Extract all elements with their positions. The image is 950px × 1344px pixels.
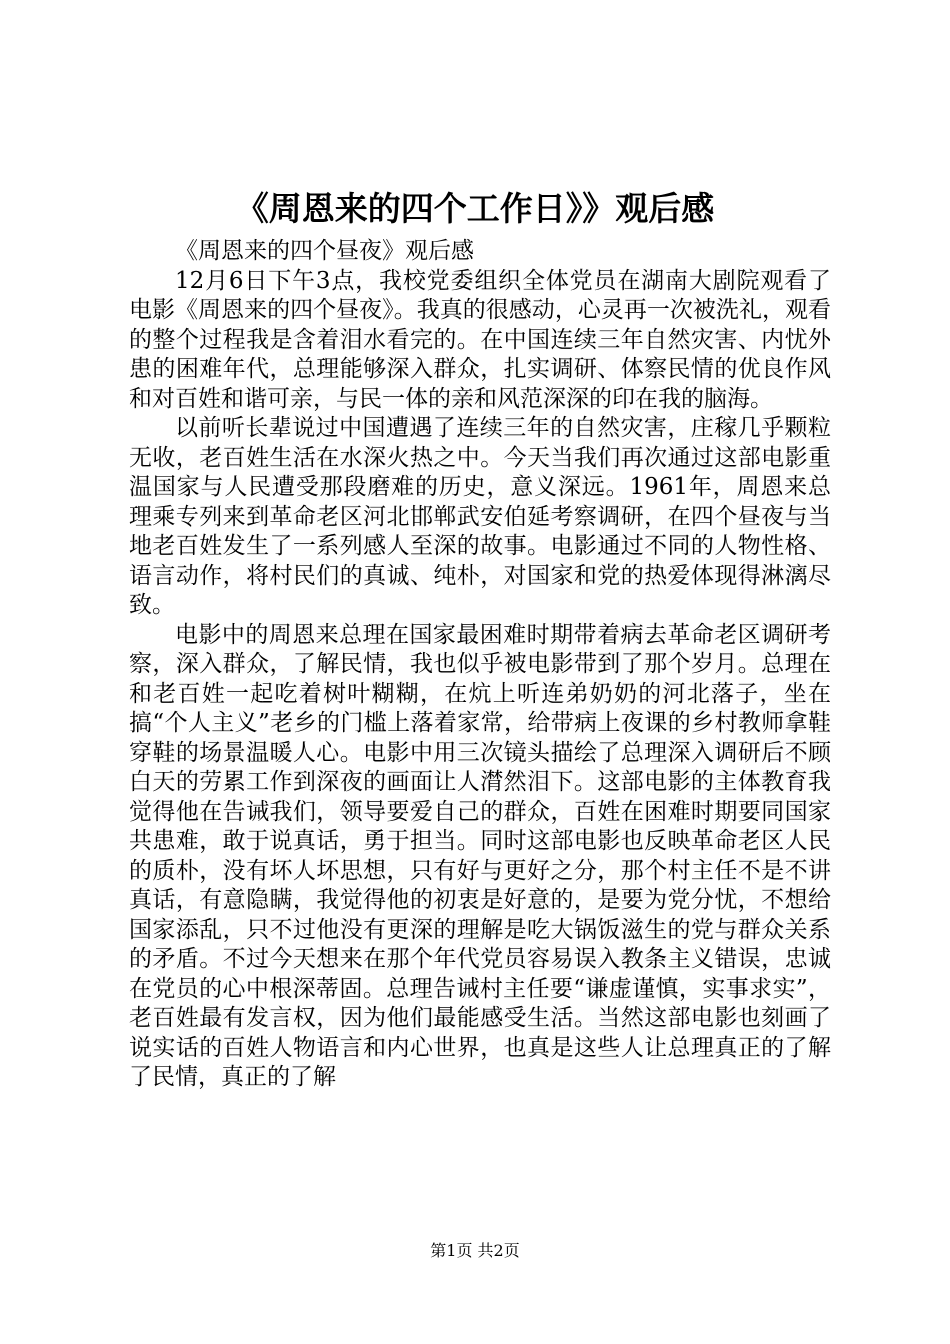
body-paragraph: 12月6日下午3点，我校党委组织全体党员在湖南大剧院观看了电影《周恩来的四个昼夜》。我真的很感动，心灵再一次被洗礼，观看的整个过程我是含着泪水看完的。在中国连续三年自然灾害、内忧外患的困难年代，总理能够深入群众，扎实调研、体察民情的优良作风和对百姓和谐可亲，与民一体的亲和风范深深的印在我的脑海。 (129, 267, 831, 412)
body-paragraph: 电影中的周恩来总理在国家最困难时期带着病去革命老区调研考察，深入群众，了解民情，我也似乎被电影带到了那个岁月。总理在和老百姓一起吃着树叶糊糊，在炕上听连弟奶奶的河北落子，坐在搞“个人主义”老乡的门槛上落着家常，给带病上夜课的乡村教师拿鞋穿鞋的场景温暖人心。电影中用三次镜头描绘了总理深入调研后不顾白天的劳累工作到深夜的画面让人潸然泪下。这部电影的主体教育我觉得他在告诫我们，领导要爱自己的群众，百姓在困难时期要同国家共患难，敢于说真话，勇于担当。同时这部电影也反映革命老区人民的质朴，没有坏人坏思想，只有好与更好之分，那个村主任不是不讲真话，有意隐瞒，我觉得他的初衷是好意的，是要为党分忧，不想给国家添乱，只不过他没有更深的理解是吃大锅饭滋生的党与群众关系的矛盾。不过今天想来在那个年代党员容易误入教条主义错误，忠诚在党员的心中根深蒂固。总理告诫村主任要“谦虚谨慎，实事求实”，老百姓最有发言权，因为他们最能感受生活。当然这部电影也刻画了说实话的百姓人物语言和内心世界，也真是这些人让总理真正的了解了民情，真正的了解 (129, 621, 831, 1090)
page-footer: 第1页 共2页 (430, 1241, 520, 1260)
document-body (129, 237, 831, 1093)
subtitle-paragraph: 《周恩来的四个昼夜》观后感 (175, 238, 474, 264)
document-title: 《周恩来的四个工作日》》观后感 (235, 189, 715, 228)
body-paragraph: 以前听长辈说过中国遭遇了连续三年的自然灾害，庄稼几乎颗粒无收，老百姓生活在水深火热之中。今天当我们再次通过这部电影重温国家与人民遭受那段磨难的历史，意义深远。1961年，周恩来总理乘专列来到革命老区河北邯郸武安伯延考察调研，在四个昼夜与当地老百姓发生了一系列感人至深的故事。电影通过不同的人物性格、语言动作，将村民们的真诚、纯朴，对国家和党的热爱体现得淋漓尽致。 (129, 415, 831, 618)
